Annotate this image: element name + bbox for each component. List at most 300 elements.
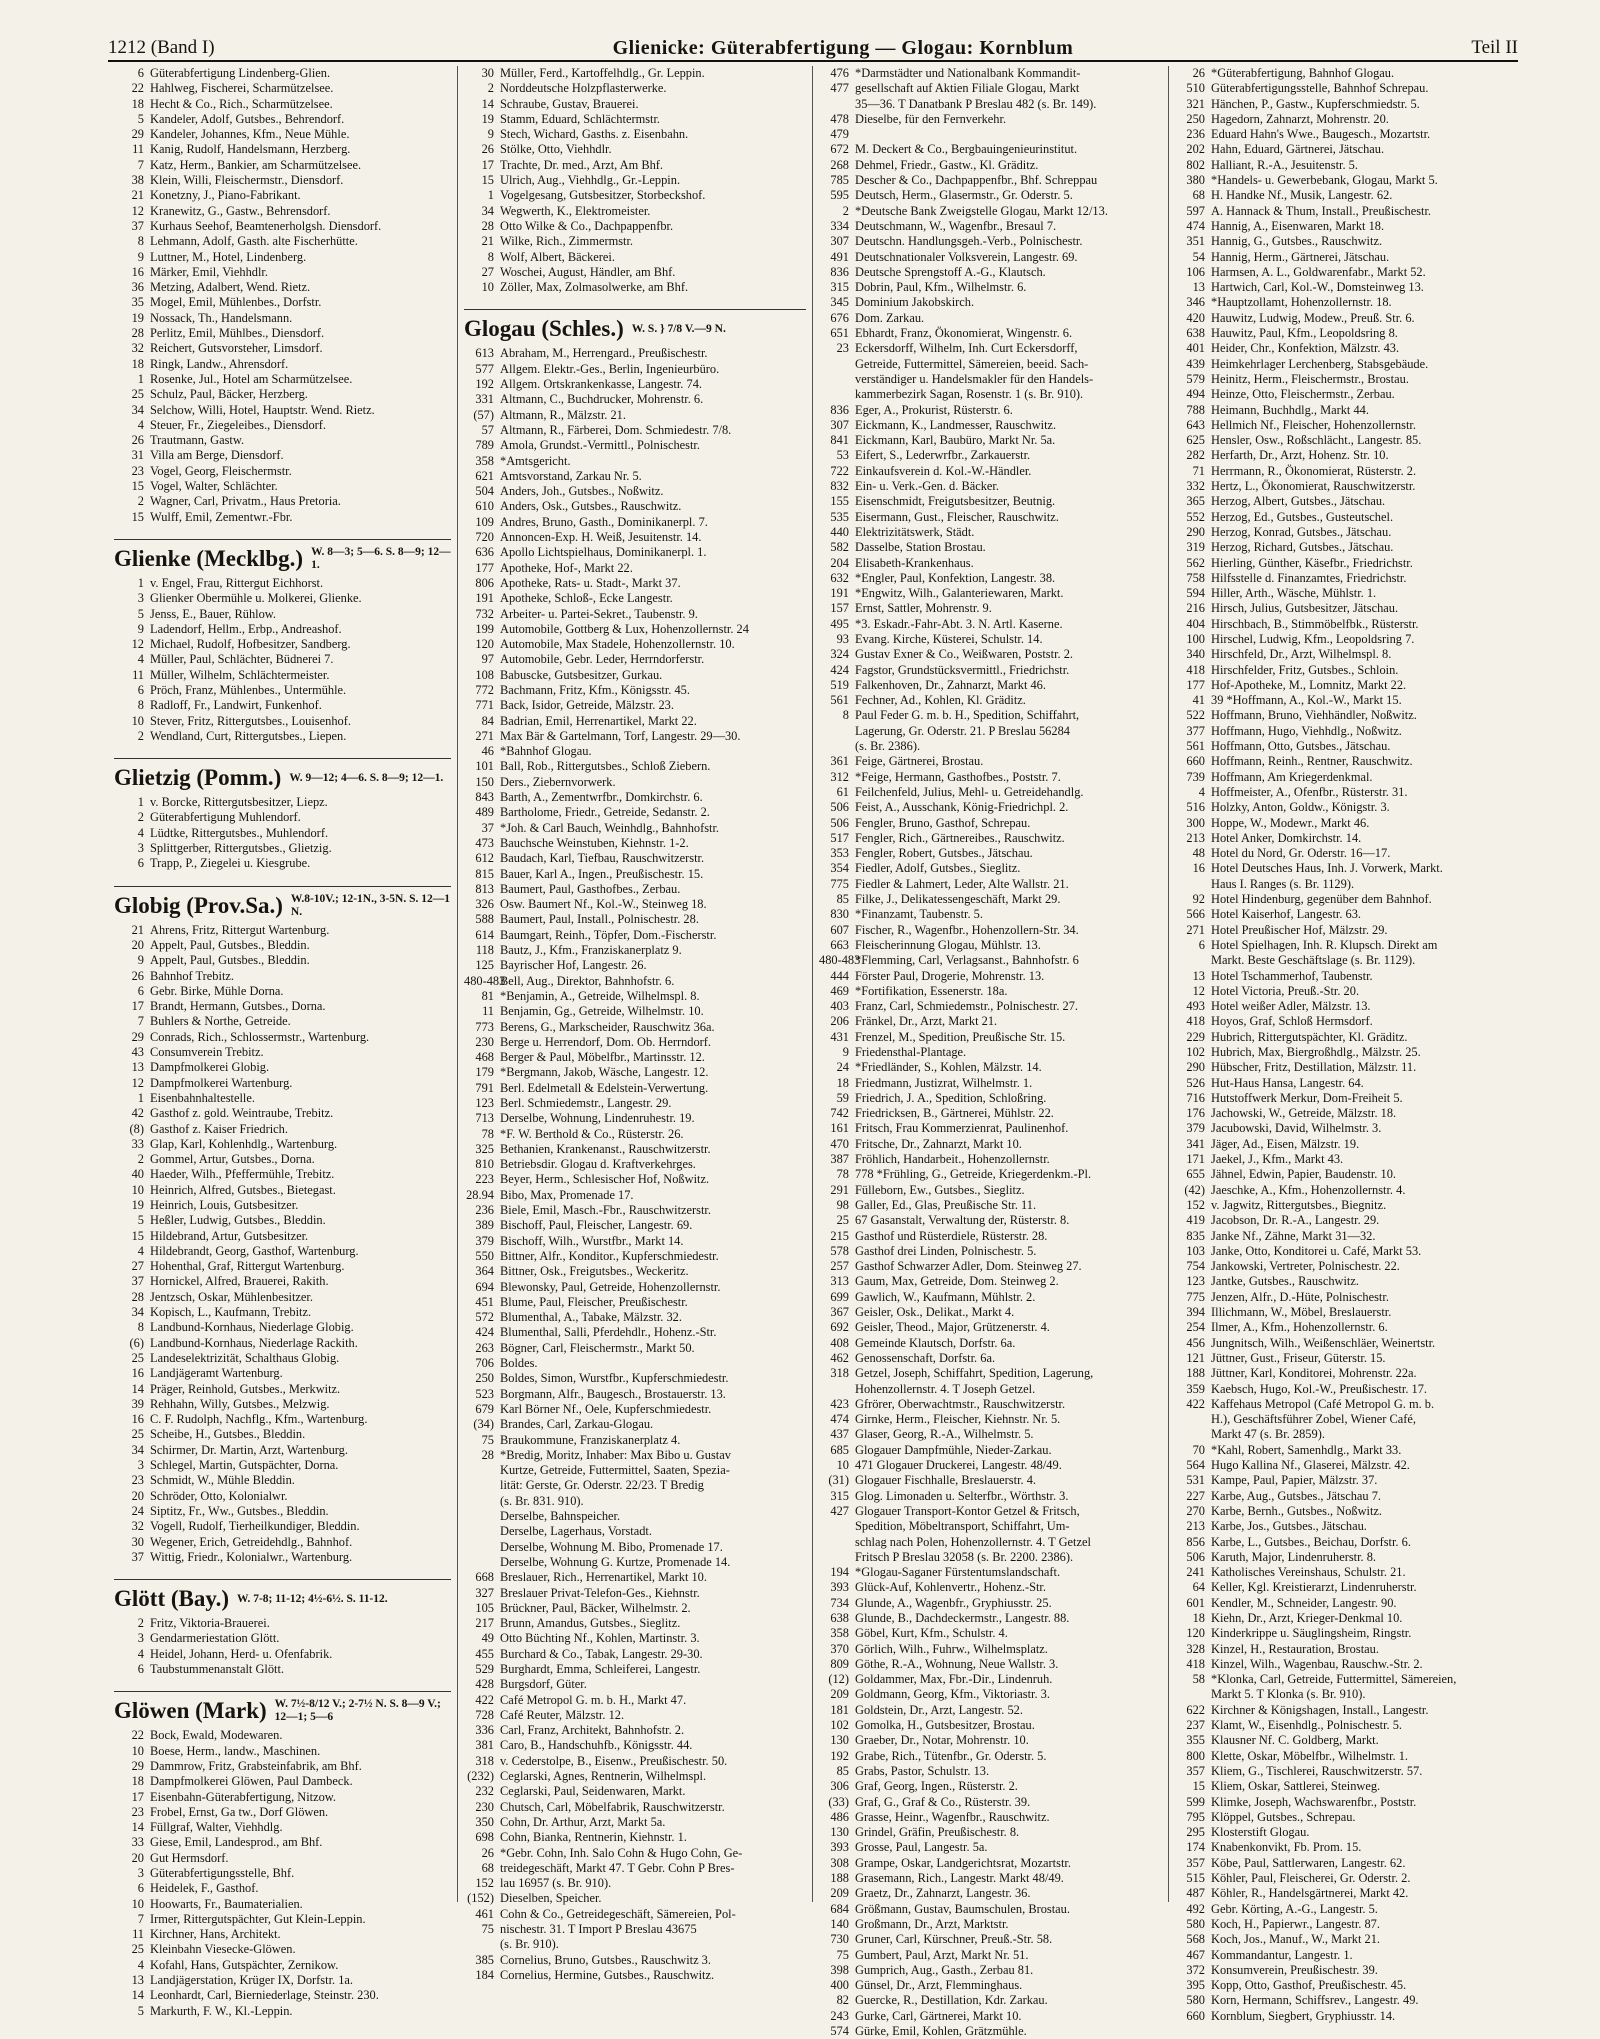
entry-text: Anders, Joh., Gutsbes., Noßwitz.: [500, 484, 664, 499]
entry-text: Hoowarts, Fr., Baumaterialien.: [150, 1896, 303, 1911]
entry-text: *Flemming, Carl, Verlagsanst., Bahnhofstr. 6: [855, 953, 1079, 968]
directory-entry: [114, 66, 451, 81]
entry-number: 789: [475, 438, 494, 453]
directory-entry: [114, 1744, 451, 1759]
entry-number: 815: [475, 866, 494, 881]
entry-number: 237: [1186, 1718, 1205, 1733]
directory-entry: [114, 173, 451, 188]
directory-entry: [464, 1387, 806, 1402]
entry-number: 229: [1186, 1029, 1205, 1044]
entry-text: *Klonka, Carl, Getreide, Futtermittel, Sämereien,: [1211, 1672, 1457, 1687]
entry-number: 40: [131, 1167, 144, 1182]
entry-text: Janke, Otto, Konditorei u. Café, Markt 53.: [1211, 1243, 1422, 1258]
directory-entry: [819, 1978, 1162, 1993]
directory-entry: [819, 1030, 1162, 1045]
directory-entry: [1175, 234, 1514, 249]
entry-number: 17: [131, 999, 144, 1014]
entry-number: 385: [475, 1952, 494, 1967]
entry-text: Wilke, Rich., Zimmermstr.: [500, 234, 634, 249]
entry-text: Splittgerber, Rittergutsbes., Glietzig.: [150, 841, 332, 856]
entry-text: Klausner Nf. C. Goldberg, Markt.: [1211, 1733, 1379, 1748]
entry-number: 6: [137, 856, 144, 871]
entry-text: Eckersdorff, Wilhelm, Inh. Curt Eckersdorff,: [855, 341, 1078, 356]
entry-number: 15: [131, 1228, 144, 1243]
entry-number: 775: [830, 876, 849, 891]
place-office-hours: W. 9—12; 4—6. S. 8—9; 12—1.: [289, 771, 444, 784]
directory-entry: [1175, 1948, 1514, 1963]
entry-number: 23: [131, 463, 144, 478]
entry-number: 1: [137, 1090, 144, 1105]
entry-number: 367: [830, 1305, 849, 1320]
entry-text: Bittner, Osk., Freigutsbes., Weckeritz.: [500, 1264, 689, 1279]
directory-entry: [114, 1458, 451, 1473]
directory-entry: [819, 1427, 1162, 1442]
entry-text: Hannig, G., Gutsbes., Rauschwitz.: [1211, 234, 1383, 249]
directory-entry: [464, 1295, 806, 1310]
entry-text: Dominium Jakobskirch.: [855, 295, 975, 310]
entry-text: Hierling, Günther, Käsefbr., Friedrichstr.: [1211, 555, 1413, 570]
entry-text: Consumverein Trebitz.: [150, 1045, 264, 1060]
entry-number: 19: [131, 1198, 144, 1212]
entry-number: 54: [1192, 249, 1205, 264]
entry-number: 754: [1186, 1259, 1205, 1274]
entry-number: 3: [137, 1631, 144, 1646]
entry-text: Mogel, Emil, Mühlenbes., Dorfstr.: [150, 295, 322, 310]
directory-entry: [464, 1876, 806, 1891]
entry-text: Kirchner, Hans, Architekt.: [150, 1927, 281, 1942]
directory-entry: [464, 545, 806, 560]
directory-entry: [1175, 969, 1514, 984]
entry-text: *Güterabfertigung, Bahnhof Glogau.: [1211, 66, 1395, 80]
directory-entry: [114, 403, 451, 418]
entry-number: 8: [137, 698, 144, 713]
directory-entry: [1175, 1657, 1514, 1672]
directory-entry: [114, 1122, 451, 1137]
directory-entry: [1175, 188, 1514, 203]
entry-number: 580: [1186, 1993, 1205, 2008]
entry-text: Derselbe, Bahnspeicher.: [500, 1509, 621, 1524]
entry-number: 612: [475, 851, 494, 866]
entry-text: Eisermann, Gust., Fleischer, Rauschwitz.: [855, 509, 1059, 524]
place-name: Globig (Prov.Sa.): [114, 892, 283, 918]
directory-entry: [114, 341, 451, 356]
entry-text: Wegener, Erich, Getreidehdlg., Bahnhof.: [150, 1534, 353, 1549]
entry-text: Conrads, Rich., Schlossermstr., Wartenburg.: [150, 1029, 370, 1044]
directory-entry: [464, 1341, 806, 1356]
directory-entry: [114, 1060, 451, 1075]
entry-number: 15: [481, 173, 494, 188]
directory-entry: [114, 923, 451, 938]
entry-number: 813: [475, 881, 494, 896]
entry-text: Glogauer Fischhalle, Breslauerstr. 4.: [855, 1473, 1036, 1488]
page-number: 1212 (Band I): [108, 37, 215, 58]
entry-text: Hildebrand, Artur, Gutsbesitzer.: [150, 1228, 309, 1243]
entry-text: Abraham, M., Herrengard., Preußischestr.: [500, 346, 708, 361]
entry-text: Hutstoffwerk Merkur, Dom-Freiheit 5.: [1211, 1090, 1403, 1105]
directory-entry: [819, 1917, 1162, 1932]
entry-number: 26: [481, 142, 494, 157]
entry-text: Ladendorf, Hellm., Erbp., Andreashof.: [150, 621, 342, 636]
entry-text: Kofahl, Hans, Gutspächter, Zernikow.: [150, 1957, 339, 1972]
entry-text: Schlegel, Martin, Gutspächter, Dorna.: [150, 1458, 339, 1473]
entry-number: 506: [830, 815, 849, 830]
entry-number: 389: [475, 1218, 494, 1233]
directory-entry: [1175, 1672, 1514, 1687]
entry-text: Jüttner, Gust., Friseur, Güterstr. 15.: [1211, 1350, 1386, 1365]
entry-text: v. Jagwitz, Rittergutsbes., Biegnitz.: [1211, 1197, 1387, 1212]
directory-entry: [819, 1473, 1162, 1488]
entry-text: Villa am Berge, Diensdorf.: [150, 448, 284, 463]
entry-text: Feist, A., Ausschank, König-Friedrichpl. 2.: [855, 800, 1069, 815]
entry-text: Karl Börner Nf., Oele, Kupferschmiedestr.: [500, 1401, 712, 1416]
directory-entry: [114, 1647, 451, 1662]
entry-text: Kaffehaus Metropol (Café Metropol G. m. b.: [1211, 1396, 1435, 1411]
entry-text: Landjägeramt Wartenburg.: [150, 1366, 283, 1381]
entry-number: 8: [137, 1320, 144, 1335]
entry-number: 17: [481, 157, 494, 172]
directory-entry: [464, 1188, 806, 1203]
entry-number: 531: [1186, 1473, 1205, 1488]
entry-text: Gebr. Körting, A.-G., Langestr. 5.: [1211, 1901, 1378, 1916]
entry-number: 20: [131, 1850, 144, 1865]
entry-number: 856: [1186, 1534, 1205, 1549]
entry-number: 836: [830, 402, 849, 417]
directory-entry: [1175, 1106, 1514, 1121]
entry-number: 39: [131, 1396, 144, 1411]
column-4: [1169, 66, 1520, 2023]
entry-number: 387: [830, 1152, 849, 1167]
entry-number: 394: [1186, 1305, 1205, 1320]
directory-entry: [114, 1942, 451, 1957]
directory-entry: [819, 540, 1162, 555]
directory-entry: [464, 974, 806, 989]
entry-number: 188: [1186, 1366, 1205, 1381]
entry-text: Koch, H., Papierwr., Langestr. 87.: [1211, 1916, 1380, 1931]
entry-number: 788: [1186, 402, 1205, 417]
directory-entry: [114, 1851, 451, 1866]
place-heading: [464, 309, 806, 342]
entry-text: Gurke, Carl, Gärtnerei, Markt 10.: [855, 2008, 1022, 2023]
entry-number: 10: [131, 1743, 144, 1758]
entry-number: 17: [131, 1789, 144, 1804]
directory-entry: [114, 1728, 451, 1743]
entry-text: Hoffmann, Hugo, Viehhdlg., Noßwitz.: [1211, 723, 1402, 738]
entry-text: Hertz, L., Ökonomierat, Rauschwitzerstr.: [1211, 479, 1416, 494]
directory-entry: [114, 1382, 451, 1397]
entry-number: 461: [475, 1906, 494, 1921]
entry-number: 295: [1186, 1825, 1205, 1840]
entry-number: 574: [830, 2024, 849, 2038]
entry-number: 92: [1192, 892, 1205, 907]
entry-number: 7: [137, 1014, 144, 1029]
entry-number: 171: [1186, 1152, 1205, 1167]
entry-number: 431: [830, 1029, 849, 1044]
entry-text: Bischoff, Wilh., Wurstfbr., Markt 14.: [500, 1233, 684, 1248]
entry-number: 25: [131, 1350, 144, 1365]
entry-number: 34: [131, 1442, 144, 1457]
entry-text: *Bahnhof Glogau.: [500, 744, 592, 759]
entry-number: 213: [1186, 830, 1205, 845]
entry-number: 23: [836, 341, 849, 356]
entry-number: 440: [830, 524, 849, 539]
entry-number: 832: [830, 479, 849, 494]
entry-number: 516: [1186, 800, 1205, 815]
entry-number: 357: [1186, 1763, 1205, 1778]
entry-text: Güterabfertigungsstelle, Bahnhof Schrepau.: [1211, 81, 1429, 96]
directory-entry: [819, 969, 1162, 984]
entry-number: 9: [842, 1045, 849, 1059]
directory-entry: [1175, 1091, 1514, 1106]
entry-text: Grabe, Rich., Tütenfbr., Gr. Oderstr. 5.: [855, 1748, 1047, 1763]
entry-text: Boldes.: [500, 1356, 538, 1371]
entry-number: 474: [830, 1412, 849, 1427]
entry-number: 27: [131, 1259, 144, 1274]
directory-entry: [819, 265, 1162, 280]
entry-number: 3: [137, 591, 144, 606]
directory-entry: [819, 1305, 1162, 1320]
entry-text: Fröhlich, Handarbeit., Hohenzollernstr.: [855, 1152, 1050, 1167]
entry-text: Luttner, M., Hotel, Lindenberg.: [150, 249, 307, 264]
entry-text: Eger, A., Prokurist, Rüsterstr. 6.: [855, 402, 1013, 417]
entry-number: 495: [830, 616, 849, 631]
entry-text: Bischoff, Paul, Fleischer, Langestr. 69.: [500, 1218, 693, 1233]
directory-entry: [819, 663, 1162, 678]
entry-text: Jähnel, Edwin, Papier, Baudenstr. 10.: [1211, 1167, 1396, 1182]
directory-entry: [114, 188, 451, 203]
directory-entry: [819, 1458, 1162, 1473]
directory-entry: [819, 1550, 1162, 1565]
entry-number: 506: [1186, 1549, 1205, 1564]
entry-number: 10: [836, 1458, 849, 1473]
entry-number: 9: [137, 953, 144, 968]
entry-text: Getzel, Joseph, Schiffahrt, Spedition, Lagerung,: [855, 1366, 1094, 1381]
entry-number: 476: [830, 66, 849, 80]
entry-number: 809: [830, 1656, 849, 1671]
entry-text: Zöller, Max, Zolmasolwerke, am Bhf.: [500, 280, 689, 295]
directory-entry: [819, 1535, 1162, 1550]
entry-text: Irmer, Rittergutspächter, Gut Klein-Leppin.: [150, 1911, 366, 1926]
entry-text: Köhler, Paul, Fleischerei, Gr. Oderstr. 2.: [1211, 1871, 1411, 1886]
entry-number: 313: [830, 1274, 849, 1289]
directory-entry: [464, 265, 806, 280]
entry-number: 418: [1186, 1014, 1205, 1029]
entry-text: Klimke, Joseph, Wachswarenfbr., Poststr.: [1211, 1794, 1417, 1809]
directory-entry: [114, 1366, 451, 1381]
directory-entry: [1175, 586, 1514, 601]
entry-text: Cornelius, Bruno, Gutsbes., Rauschwitz 3.: [500, 1952, 711, 1967]
directory-entry: [464, 1570, 806, 1585]
entry-text: *Bredig, Moritz, Inhaber: Max Bibo u. Gustav: [500, 1447, 731, 1462]
entry-text: Anders, Osk., Gutsbes., Rauschwitz.: [500, 499, 682, 514]
directory-entry: [464, 1708, 806, 1723]
directory-entry: [1175, 1183, 1514, 1198]
entry-number: 101: [475, 759, 494, 774]
entry-text: Karbe, Bernh., Gutsbes., Noßwitz.: [1211, 1503, 1383, 1518]
directory-entry: [114, 1014, 451, 1029]
entry-number: 655: [1186, 1167, 1205, 1182]
entry-number: 381: [475, 1738, 494, 1753]
entry-text: Paul Feder G. m. b. H., Spedition, Schiffahrt,: [855, 708, 1080, 723]
entry-text: Frobel, Ernst, Ga tw., Dorf Glöwen.: [150, 1804, 329, 1819]
entry-text: Bittner, Alfr., Konditor., Kupferschmiedestr.: [500, 1248, 719, 1263]
entry-text: Deutschmann, W., Wagenfbr., Bresaul 7.: [855, 218, 1057, 233]
place-name: Glietzig (Pomm.): [114, 765, 282, 791]
directory-entry: [819, 999, 1162, 1014]
directory-entry: [114, 1489, 451, 1504]
directory-entry: [114, 1820, 451, 1835]
entry-text: *Joh. & Carl Bauch, Weinhdlg., Bahnhofstr.: [500, 820, 720, 835]
entry-text: Radloff, Fr., Landwirt, Funkenhof.: [150, 698, 322, 713]
directory-entry: [464, 1907, 806, 1922]
directory-entry: [464, 1172, 806, 1187]
directory-entry: [464, 530, 806, 545]
entry-text: Apotheke, Rats- u. Stadt-, Markt 37.: [500, 575, 681, 590]
directory-entry: [114, 668, 451, 683]
entry-number: 227: [1186, 1488, 1205, 1503]
entry-number: 85: [836, 892, 849, 907]
entry-number: 315: [830, 1488, 849, 1503]
directory-entry: [819, 219, 1162, 234]
directory-entry: [464, 81, 806, 96]
directory-entry: [114, 510, 451, 525]
entry-text: Hirsch, Julius, Gutsbesitzer, Jätschau.: [1211, 601, 1399, 616]
directory-entry: [114, 1759, 451, 1774]
directory-entry: [819, 877, 1162, 892]
directory-entry: [464, 1861, 806, 1876]
directory-entry: [1175, 1932, 1514, 1947]
entry-text: Gustav Exner & Co., Weißwaren, Poststr. 2.: [855, 647, 1073, 662]
directory-entry: [819, 1626, 1162, 1641]
directory-entry: [1175, 1642, 1514, 1657]
entry-number: 2: [137, 1616, 144, 1631]
entry-text: Glaser, Georg, R.-A., Wilhelmstr. 5.: [855, 1427, 1034, 1442]
entry-number: 191: [830, 586, 849, 601]
entry-text: Burgsdorf, Güter.: [500, 1677, 587, 1692]
directory-entry: [1175, 1137, 1514, 1152]
entry-text: Grasemann, Rich., Langestr. Markt 48/49.: [855, 1871, 1064, 1886]
entry-text: v. Cederstolpe, B., Eisenw., Preußischestr. 50.: [500, 1753, 728, 1768]
directory-entry: [1175, 1382, 1514, 1397]
entry-text: Elektrizitätswerk, Städt.: [855, 524, 975, 539]
entry-number: 161: [830, 1121, 849, 1136]
entry-number: 13: [1192, 968, 1205, 983]
entry-number: 1: [137, 371, 144, 386]
entry-number: 75: [481, 1432, 494, 1447]
directory-entry: [114, 1167, 451, 1182]
entry-text: Hubrich, Rittergutspächter, Kl. Gräditz.: [1211, 1029, 1408, 1044]
entry-number: 526: [1186, 1075, 1205, 1090]
entry-number: 722: [830, 463, 849, 478]
entry-text: Geisler, Theod., Major, Grützenerstr. 4.: [855, 1320, 1050, 1335]
entry-text: Otto Wilke & Co., Dachpappenfbr.: [500, 218, 674, 233]
directory-entry: [819, 892, 1162, 907]
directory-entry: [464, 928, 806, 943]
directory-entry: [464, 1448, 806, 1463]
entry-text: Hotel Spielhagen, Inh. R. Klupsch. Direkt am: [1211, 937, 1438, 952]
directory-entry: [819, 739, 1162, 754]
entry-number: 359: [1186, 1381, 1205, 1396]
entry-number: 318: [475, 1753, 494, 1768]
entry-text: Cohn, Bianka, Rentnerin, Kiehnstr. 1.: [500, 1830, 687, 1845]
entry-number: 393: [830, 1580, 849, 1595]
directory-entry: [464, 744, 806, 759]
entry-text: Carl, Franz, Architekt, Bahnhofstr. 2.: [500, 1723, 685, 1738]
directory-entry: [819, 127, 1162, 142]
directory-entry: [1175, 158, 1514, 173]
directory-entry: [1175, 1779, 1514, 1794]
entry-text: Eisenschmidt, Freigutsbesitzer, Beutnig.: [855, 494, 1056, 509]
entry-number: 663: [830, 937, 849, 952]
entry-text: Kinzel, H., Restauration, Brostau.: [1211, 1641, 1379, 1656]
entry-number: 78: [481, 1126, 494, 1141]
directory-entry: [114, 494, 451, 509]
directory-entry: [819, 1167, 1162, 1182]
entry-text: kammerbezirk Sagan, Rosenstr. 1 (s. Br. 910).: [855, 387, 1084, 402]
entry-text: Deutschn. Handlungsgeh.-Verb., Polnischestr.: [855, 234, 1083, 249]
entry-text: Kommandantur, Langestr. 1.: [1211, 1947, 1353, 1962]
directory-entry: [1175, 800, 1514, 815]
entry-number: 535: [830, 509, 849, 524]
entry-number: 486: [830, 1809, 849, 1824]
entry-number: 14: [131, 1988, 144, 2003]
directory-entry: [464, 1601, 806, 1616]
entry-number: 206: [830, 1014, 849, 1029]
directory-entry: [1175, 984, 1514, 999]
entry-text: (s. Br. 831. 910).: [500, 1493, 584, 1508]
directory-entry: [464, 469, 806, 484]
directory-entry: [819, 938, 1162, 953]
entry-number: 32: [131, 1519, 144, 1534]
directory-entry: [114, 841, 451, 856]
entry-text: Fengler, Rich., Gärtnereibes., Rauschwitz.: [855, 830, 1065, 845]
entry-text: Fritsche, Dr., Zahnarzt, Markt 10.: [855, 1136, 1022, 1151]
entry-text: Köbe, Paul, Sattlerwaren, Langestr. 62.: [1211, 1855, 1406, 1870]
directory-entry: [1175, 739, 1514, 754]
entry-number: 694: [475, 1279, 494, 1294]
entry-text: Biele, Emil, Masch.-Fbr., Rauschwitzerstr.: [500, 1203, 711, 1218]
entry-text: Friedrich, J. A., Spedition, Schloßring.: [855, 1090, 1047, 1105]
entry-number: 28: [481, 218, 494, 233]
entry-text: Braukommune, Franziskanerplatz 4.: [500, 1432, 681, 1447]
directory-entry: [819, 403, 1162, 418]
directory-entry: [1175, 1152, 1514, 1167]
entry-text: Berens, G., Markscheider, Rauschwitz 36a.: [500, 1019, 715, 1034]
directory-entry: [114, 1412, 451, 1427]
directory-entry: [464, 882, 806, 897]
entry-number: 181: [830, 1702, 849, 1717]
directory-entry: [1175, 311, 1514, 326]
directory-entry: [114, 1351, 451, 1366]
entry-number: 236: [475, 1203, 494, 1218]
entry-number: 622: [1186, 1702, 1205, 1717]
entry-text: Goldmann, Georg, Kfm., Viktoriastr. 3.: [855, 1687, 1050, 1702]
entry-text: Automobile, Gottberg & Lux, Hohenzollernstr. 24: [500, 621, 749, 636]
entry-number: 1: [137, 795, 144, 810]
directory-entry: [114, 1535, 451, 1550]
directory-entry: [114, 953, 451, 968]
directory-entry: [464, 1463, 806, 1478]
entry-number: 379: [475, 1233, 494, 1248]
directory-entry: [819, 1336, 1162, 1351]
directory-entry: [464, 1937, 806, 1952]
entry-text: Steuer, Fr., Ziegeleibes., Diensdorf.: [150, 417, 327, 432]
entry-number: 773: [475, 1019, 494, 1034]
directory-entry: [464, 1769, 806, 1784]
directory-entry: [114, 622, 451, 637]
entry-number: 13: [131, 1060, 144, 1075]
entry-text: Amola, Grundst.-Vermittl., Polnischestr.: [500, 438, 700, 453]
directory-entry: [1175, 632, 1514, 647]
